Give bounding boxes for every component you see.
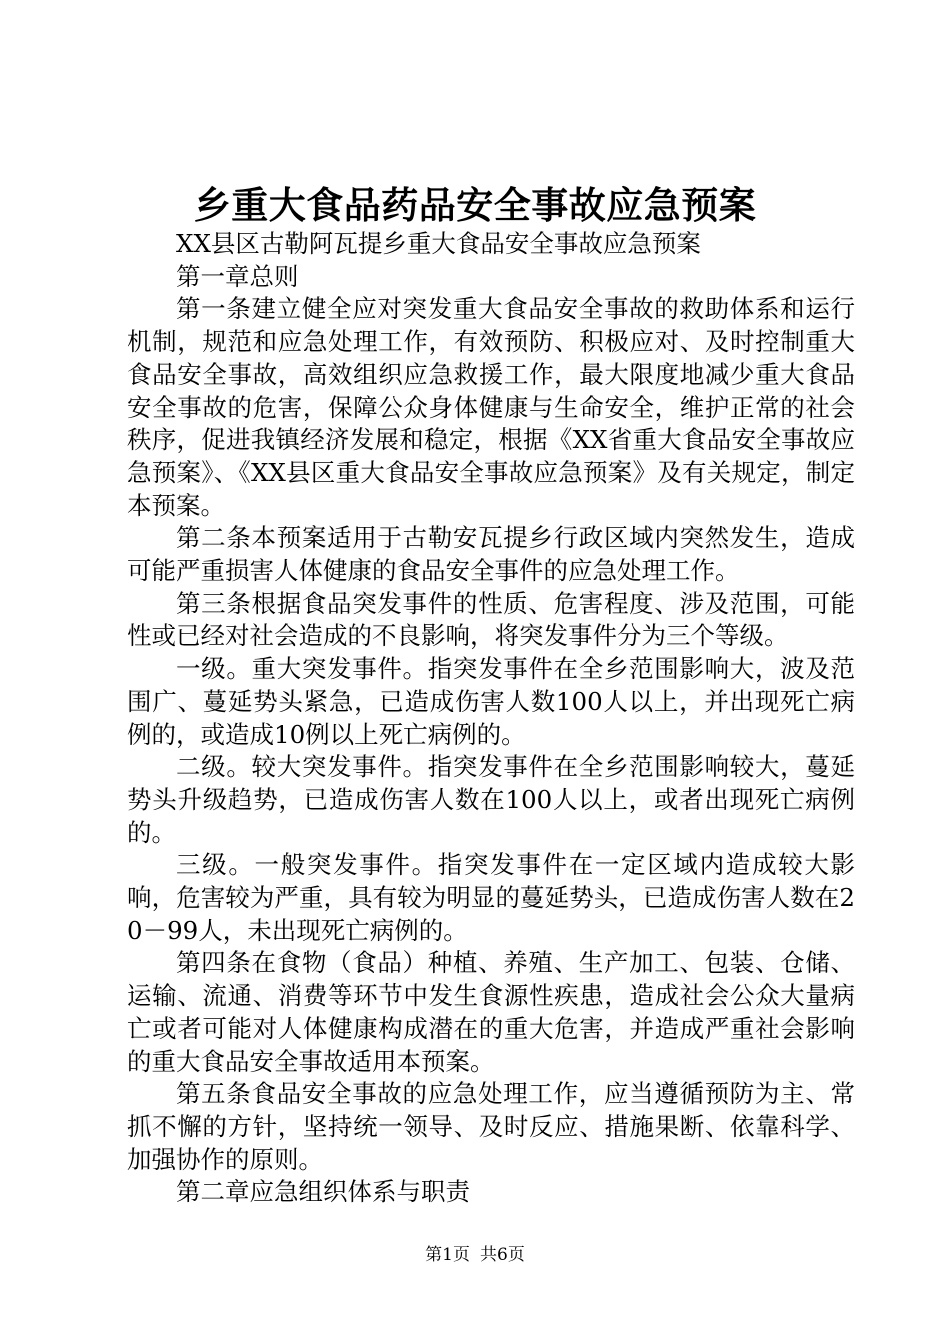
chapter-heading: 第一章总则 (176, 261, 299, 291)
document-body (127, 228, 855, 1209)
article-paragraph: 第二条本预案适用于古勒安瓦提乡行政区域内突然发生，造成可能严重损害人体健康的食品安全事件的应急处理工作。 (127, 523, 855, 586)
chapter-heading: 第二章应急组织体系与职责 (176, 1177, 470, 1207)
level-paragraph: 一级。重大突发事件。指突发事件在全乡范围影响大，波及范围广、蔓延势头紧急，已造成伤害人数100人以上，并出现死亡病例的，或造成10例以上死亡病例的。 (127, 654, 855, 749)
page-footer (0, 1244, 950, 1266)
article-paragraph: 第五条食品安全事故的应急处理工作，应当遵循预防为主、常抓不懈的方针，坚持统一领导、及时反应、措施果断、依靠科学、加强协作的原则。 (127, 1079, 855, 1174)
page-number: 第1页 (425, 1245, 470, 1265)
document-title: 乡重大食品药品安全事故应急预案 (193, 184, 757, 227)
page-total: 共6页 (480, 1245, 525, 1265)
level-paragraph: 三级。一般突发事件。指突发事件在一定区域内造成较大影响，危害较为严重，具有较为明显的蔓延势头，已造成伤害人数在20－99人，未出现死亡病例的。 (127, 850, 855, 945)
subtitle-line: XX县区古勒阿瓦提乡重大食品安全事故应急预案 (176, 229, 701, 258)
level-paragraph: 二级。较大突发事件。指突发事件在全乡范围影响较大，蔓延势头升级趋势，已造成伤害人数在100人以上，或者出现死亡病例的。 (127, 752, 855, 847)
article-paragraph: 第三条根据食品突发事件的性质、危害程度、涉及范围，可能性或已经对社会造成的不良影响，将突发事件分为三个等级。 (127, 588, 855, 651)
article-paragraph: 第四条在食物（食品）种植、养殖、生产加工、包装、仓储、运输、流通、消费等环节中发生食源性疾患，造成社会公众大量病亡或者可能对人体健康构成潜在的重大危害，并造成严重社会影响的重大食品安全事故适用本预案。 (127, 948, 855, 1076)
article-paragraph: 第一条建立健全应对突发重大食品安全事故的救助体系和运行机制，规范和应急处理工作，有效预防、积极应对、及时控制重大食品安全事故，高效组织应急救援工作，最大限度地减少重大食品安全事故的危害，保障公众身体健康与生命安全，维护正常的社会秩序，促进我镇经济发展和稳定，根据《XX省重大食品安全事故应急预案》、《XX县区重大食品安全事故应急预案》及有关规定，制定本预案。 (127, 294, 855, 520)
